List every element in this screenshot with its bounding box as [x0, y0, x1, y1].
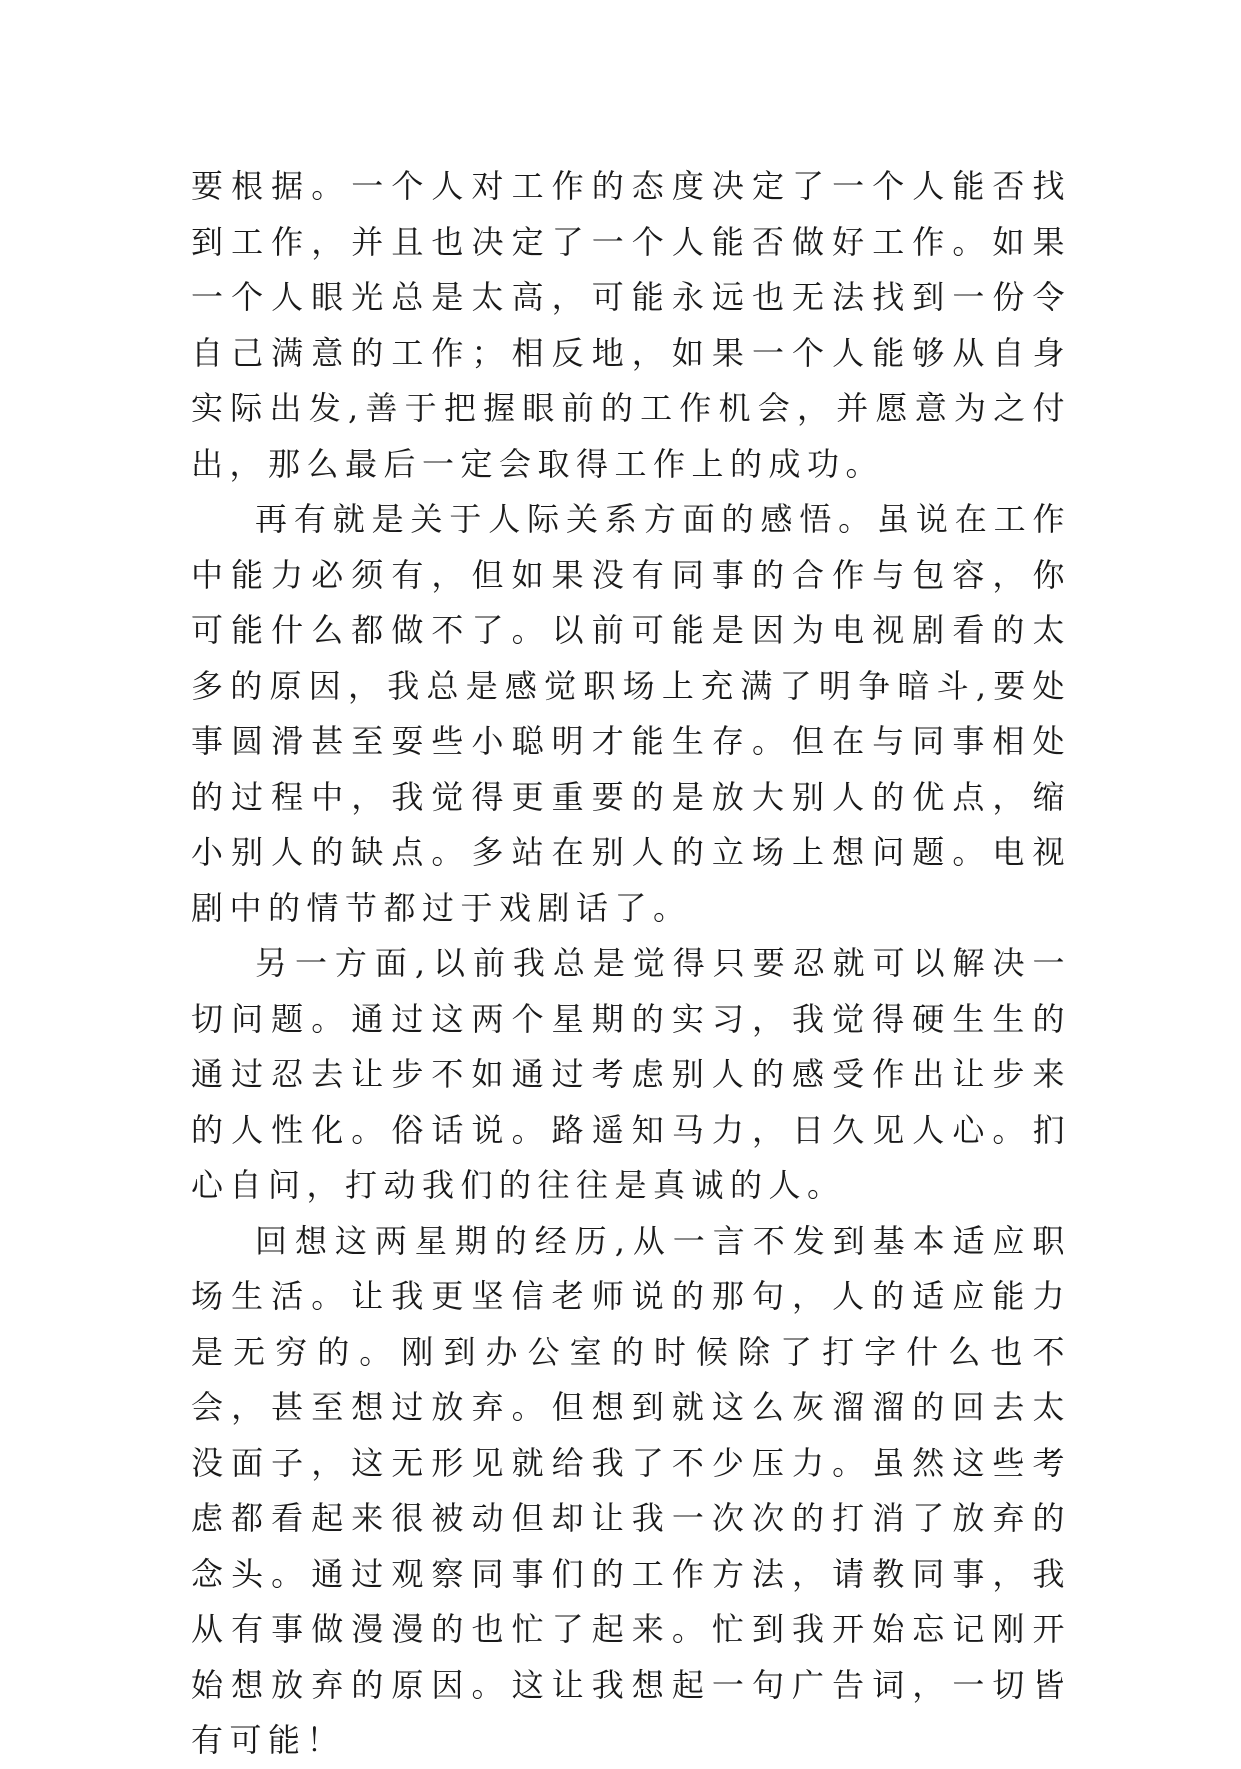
- paragraph-4: 回想这两星期的经历,从一言不发到基本适应职场生活。让我更坚信老师说的那句，人的适应能力是无穷的。刚到办公室的时候除了打字什么也不会，甚至想过放弃。但想到就这么灰溜溜的回去太没面子，这无形见就给我了不少压力。虽然这些考虑都看起来很被动但却让我一次次的打消了放弃的念头。通过观察同事们的工作方法，请教同事，我从有事做漫漫的也忙了起来。忙到我开始忘记刚开始想放弃的原因。这让我想起一句广告词，一切皆有可能！: [191, 1221, 1071, 1759]
- paragraph-2: 再有就是关于人际关系方面的感悟。虽说在工作中能力必须有，但如果没有同事的合作与包容，你可能什么都做不了。以前可能是因为电视剧看的太多的原因，我总是感觉职场上充满了明争暗斗,要处事圆滑甚至耍些小聪明才能生存。但在与同事相处的过程中，我觉得更重要的是放大别人的优点，缩小别人的缺点。多站在别人的立场上想问题。电视剧中的情节都过于戏剧话了。: [191, 500, 1071, 927]
- document-body: [191, 159, 1071, 1769]
- paragraph-1: 要根据。一个人对工作的态度决定了一个人能否找到工作，并且也决定了一个人能否做好工作。如果一个人眼光总是太高，可能永远也无法找到一份令自己满意的工作；相反地，如果一个人能够从自身实际出发,善于把握眼前的工作机会，并愿意为之付出，那么最后一定会取得工作上的成功。: [191, 167, 1071, 483]
- paragraph-3: 另一方面,以前我总是觉得只要忍就可以解决一切问题。通过这两个星期的实习，我觉得硬生生的通过忍去让步不如通过考虑别人的感受作出让步来的人性化。俗话说。路遥知马力，日久见人心。扪心自问，打动我们的往往是真诚的人。: [191, 944, 1071, 1204]
